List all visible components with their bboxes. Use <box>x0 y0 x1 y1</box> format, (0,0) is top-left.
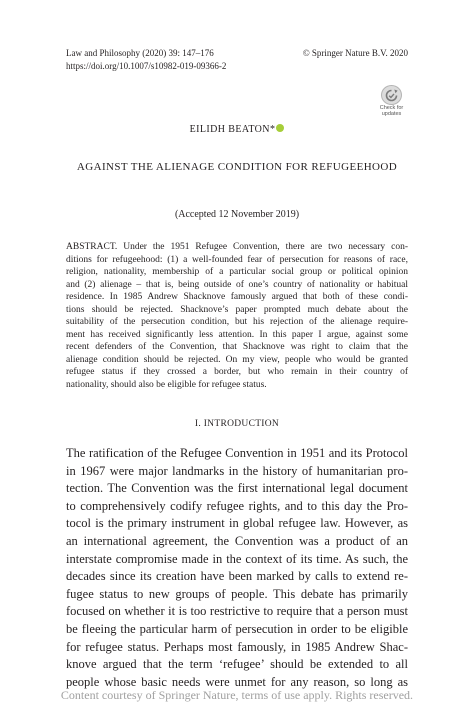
body-line: fugee status to new groups of people. This debate has primarily <box>66 586 408 601</box>
badge-label-line1: Check for <box>379 105 404 111</box>
article-title: AGAINST THE ALIENAGE CONDITION FOR REFUGEEHOOD <box>76 161 398 173</box>
journal-citation: Law and Philosophy (2020) 39: 147–176 <box>66 48 214 58</box>
abstract-line: and (2) alienage – that is, being outside of one’s country of nationality or habitual <box>66 279 408 290</box>
body-line: decades since its creation have been marked by calls to extend re- <box>66 569 408 584</box>
author-line <box>0 123 474 136</box>
abstract-line: ment has received significantly less attention. In this paper I argue, against some <box>66 329 408 340</box>
abstract-line: residence. In 1985 Andrew Shacknove famously argued that both of these condi- <box>66 292 408 302</box>
author-name: EILIDH BEATON <box>189 124 270 135</box>
badge-label-line2: updates <box>381 111 402 117</box>
abstract-line: alienage condition should be rejected. On my view, people who would be granted <box>66 354 408 365</box>
body-line: to comprehensively codify refugee rights, and to this day the Pro- <box>66 498 408 513</box>
body-line: for refugee status. Perhaps most famously, in 1985 Andrew Shac- <box>66 639 408 654</box>
check-for-updates-badge[interactable] <box>376 85 407 117</box>
abstract-line: tions should be rejected. Shacknove’s paper prompted much debate about the <box>66 304 408 315</box>
body-line: tection. The Convention was the first international legal document <box>66 481 408 496</box>
abstract-line: religion, nationality, membership of a particular social group or political opinion <box>66 267 408 277</box>
body-line: an international agreement, the Convention was a product of an <box>66 533 408 548</box>
body-line: tocol is the primary instrument in global refugee law. However, as <box>66 516 408 531</box>
doi-link[interactable]: https://doi.org/10.1007/s10982-019-09366-2 <box>66 61 227 71</box>
body-line: interstate compromise made in the context of its time. As such, the <box>66 551 408 566</box>
abstract-line: suitability of the persecution condition, but his rejection of the alienage require- <box>66 317 408 327</box>
abstract-line: recent defenders of the Convention, that Shacknove was right to claim that the <box>66 342 408 352</box>
body-line: The ratification of the Refugee Convention in 1951 and its Protocol <box>66 446 408 460</box>
body-line: knove argued that the term ‘refugee’ should be extended to all <box>66 657 408 672</box>
abstract <box>66 241 408 391</box>
author-marker: * <box>269 124 276 135</box>
content-courtesy-notice: Content courtesy of Springer Nature, terms of use apply. Rights reserved. <box>60 688 414 702</box>
body-line: in 1967 were major landmarks in the history of humanitarian pro- <box>66 463 408 478</box>
body-paragraph <box>66 445 408 691</box>
abstract-line: refugee status if they crossed a border, but who remain in their country of <box>66 367 408 377</box>
body-line: focused on whether it is too restrictive to require that a person must <box>66 604 408 619</box>
abstract-line: ditions for refugeehood: (1) a well-founded fear of persecution for reasons of race, <box>66 254 408 265</box>
copyright-notice: © Springer Nature B.V. 2020 <box>302 48 408 58</box>
abstract-line: ABSTRACT. Under the 1951 Refugee Convention, there are two necessary con- <box>66 242 408 252</box>
section-heading: I. INTRODUCTION <box>194 419 280 429</box>
accepted-date: (Accepted 12 November 2019) <box>174 209 300 220</box>
abstract-line: nationality, should also be eligible for refugee status. <box>66 379 267 390</box>
check-for-updates-icon <box>381 85 402 105</box>
orcid-icon[interactable] <box>276 124 284 132</box>
body-line: people whose basic needs were unmet for any reason, so long as <box>66 674 408 689</box>
body-line: be fleeing the particular harm of persecution in order to be eligible <box>66 621 408 636</box>
